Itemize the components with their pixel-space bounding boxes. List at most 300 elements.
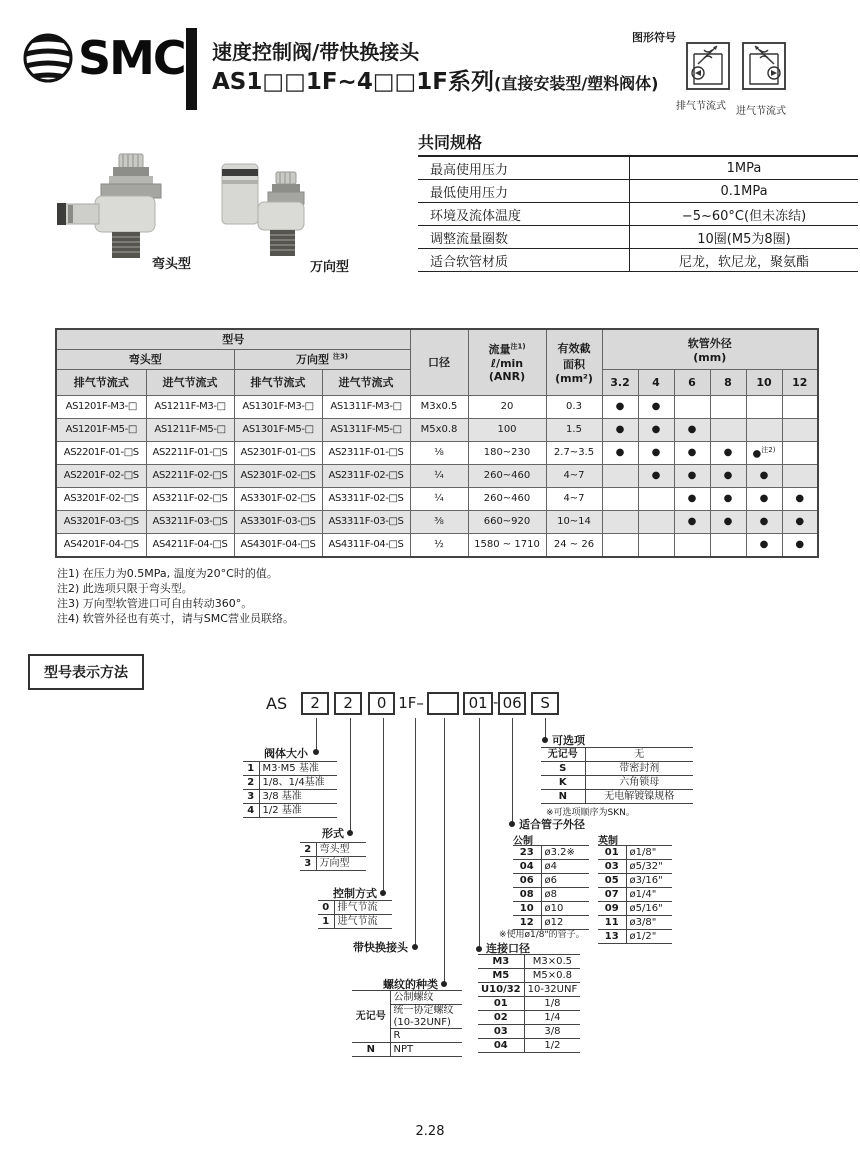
tube-empty-cell <box>674 395 710 418</box>
dot-note: 注2) <box>761 446 776 455</box>
model-number-cell: AS1211F-M3-□ <box>146 395 234 418</box>
value-cell: 带密封剂 <box>585 762 693 776</box>
code-cell: 10 <box>513 902 541 916</box>
bore-cell: ½ <box>410 533 468 557</box>
table-row <box>598 846 672 860</box>
tube-empty-cell <box>782 395 818 418</box>
model-number-cell: AS3201F-02-□S <box>56 487 146 510</box>
note-line: 注4) 软管外径也有英寸，请与SMC营业员联络。 <box>57 612 294 625</box>
code-cell: 23 <box>513 846 541 860</box>
value-cell: 尼龙，软尼龙，聚氨酯 <box>630 249 859 272</box>
code-cell: 06 <box>513 874 541 888</box>
tube-empty-cell <box>602 510 638 533</box>
header-exhaust: 排气节流式 <box>234 369 322 395</box>
tube-dot-cell: ● <box>782 533 818 557</box>
leader-line <box>444 718 445 984</box>
value-cell: NPT <box>390 1043 462 1057</box>
tube-dot-cell: ● <box>638 418 674 441</box>
code-cell: 3 <box>300 857 316 871</box>
model-number-cell: AS4201F-04-□S <box>56 533 146 557</box>
header-area: 有效截 面积 (mm²) <box>546 329 602 395</box>
model-number-cell: AS4311F-04-□S <box>322 533 410 557</box>
bore-cell: M3x0.5 <box>410 395 468 418</box>
tube-od-metric-table <box>513 845 589 930</box>
model-number-cell: AS2301F-02-□S <box>234 464 322 487</box>
value-cell: ø6 <box>541 874 589 888</box>
model-code <box>266 692 559 715</box>
value-cell: 1MPa <box>630 156 859 180</box>
header-tube-od: 软管外径 (mm) <box>602 329 818 369</box>
valve-size-table <box>243 761 337 818</box>
table-row <box>243 776 337 790</box>
tube-dot-cell: ● <box>710 441 746 464</box>
tube-dot-cell: ● <box>674 510 710 533</box>
tube-empty-cell <box>746 395 782 418</box>
thread-type-table <box>352 990 462 1057</box>
area-cell: 4~7 <box>546 487 602 510</box>
model-number-cell: AS3211F-03-□S <box>146 510 234 533</box>
value-cell: ø5/16" <box>626 902 672 916</box>
tube-empty-cell <box>602 533 638 557</box>
leader-line <box>316 718 317 752</box>
table-row <box>318 901 392 915</box>
value-cell: ø12 <box>541 916 589 930</box>
value-cell: 1/8、1/4基准 <box>259 776 337 790</box>
table-row <box>598 874 672 888</box>
thread-type-label: 螺纹的种类 <box>383 978 438 991</box>
flow-cell: 660~920 <box>468 510 546 533</box>
tube-empty-cell <box>710 533 746 557</box>
model-number-cell: AS1301F-M3-□ <box>234 395 322 418</box>
tube-dot-cell: ●$^{注2)}$ <box>746 441 782 464</box>
code-cell: 01 <box>598 846 626 860</box>
header-universal: 万向型 $^{注3)}$ <box>234 349 410 369</box>
leader-dot <box>347 830 353 836</box>
table-row <box>598 916 672 930</box>
value-cell: 排气节流 <box>334 901 392 915</box>
table-row <box>478 1025 580 1039</box>
valve-size-label: 阀体大小 <box>264 747 308 760</box>
value-cell: −5~60°C(但未冻结) <box>630 203 859 226</box>
smc-logo-mark <box>22 32 74 84</box>
value-cell: 六角锁母 <box>585 776 693 790</box>
options-table <box>541 747 693 804</box>
tube-od-inch-table <box>598 845 672 944</box>
header-size: 8 <box>710 369 746 395</box>
table-row <box>513 888 589 902</box>
tube-dot-cell: ● <box>746 464 782 487</box>
bore-cell: ⅜ <box>410 510 468 533</box>
tube-dot-cell: ● <box>602 418 638 441</box>
note-line: 注1) 在压力为0.5MPa, 温度为20°C时的值。 <box>57 567 278 580</box>
code-cell: 03 <box>478 1025 524 1039</box>
code-box-tube: 06 <box>498 692 526 715</box>
intake-throttle-symbol-icon <box>740 40 788 94</box>
model-number-cell: AS1311F-M3-□ <box>322 395 410 418</box>
value-cell: 1/2 <box>524 1039 580 1053</box>
bore-cell: ¼ <box>410 464 468 487</box>
model-table-row <box>56 464 818 487</box>
tube-dot-cell: ● <box>602 441 638 464</box>
area-cell: 4~7 <box>546 464 602 487</box>
model-number-cell: AS3201F-03-□S <box>56 510 146 533</box>
value-cell: 0.1MPa <box>630 180 859 203</box>
bore-cell: M5x0.8 <box>410 418 468 441</box>
code-cell: 0 <box>318 901 334 915</box>
table-row <box>541 748 693 762</box>
table-row <box>418 156 858 180</box>
code-cell: N <box>541 790 585 804</box>
code-cell: 无记号 <box>541 748 585 762</box>
model-number-cell: AS1201F-M3-□ <box>56 395 146 418</box>
tube-dot-cell: ● <box>710 464 746 487</box>
value-cell: ø1/2" <box>626 930 672 944</box>
model-number-cell: AS4301F-04-□S <box>234 533 322 557</box>
header-bore: 口径 <box>410 329 468 395</box>
model-number-cell: AS3211F-02-□S <box>146 487 234 510</box>
header-size: 10 <box>746 369 782 395</box>
universal-note-ref: 注3) <box>332 352 348 361</box>
header-size: 12 <box>782 369 818 395</box>
code-box-thread <box>427 692 459 715</box>
area-cell: 0.3 <box>546 395 602 418</box>
table-row <box>513 902 589 916</box>
value-cell: 1/8 <box>524 997 580 1011</box>
value-cell: 3/8 基准 <box>259 790 337 804</box>
code-cell: 01 <box>478 997 524 1011</box>
tube-empty-cell <box>710 395 746 418</box>
port-size-label: 连接口径 <box>486 942 530 955</box>
table-row <box>541 762 693 776</box>
value-cell: 万向型 <box>316 857 366 871</box>
tube-empty-cell <box>638 487 674 510</box>
table-row <box>513 860 589 874</box>
leader-dot <box>412 944 418 950</box>
code-cell: M3 <box>478 955 524 969</box>
value-cell: 进气节流 <box>334 915 392 929</box>
common-specs-body <box>418 156 858 272</box>
code-cell: 环境及流体温度 <box>418 203 630 226</box>
value-cell: M5×0.8 <box>524 969 580 983</box>
exhaust-throttle-symbol-icon <box>684 40 732 94</box>
smc-logo <box>22 32 185 84</box>
model-table <box>55 328 819 558</box>
code-cell: 调整流量圈数 <box>418 226 630 249</box>
series-subtitle: (直接安装型/塑料阀体) <box>494 74 659 93</box>
leader-line <box>383 718 384 893</box>
code-cell: 无记号 <box>352 991 390 1043</box>
tube-dot-cell: ● <box>602 395 638 418</box>
metric-label: 公制 <box>513 836 533 847</box>
table-row <box>478 1011 580 1025</box>
table-row <box>352 991 462 1005</box>
leader-dot <box>509 821 515 827</box>
value-cell: 10-32UNF <box>524 983 580 997</box>
table-row <box>513 874 589 888</box>
tube-dot-cell: ● <box>674 441 710 464</box>
table-row <box>418 180 858 203</box>
code-cell: N <box>352 1043 390 1057</box>
tube-empty-cell <box>710 418 746 441</box>
table-row <box>598 888 672 902</box>
tube-dot-cell: ● <box>638 441 674 464</box>
value-cell: M3·M5 基准 <box>259 762 337 776</box>
area-cell: 2.7~3.5 <box>546 441 602 464</box>
model-number-cell: AS1301F-M5-□ <box>234 418 322 441</box>
flow-cell: 100 <box>468 418 546 441</box>
code-cell: 4 <box>243 804 259 818</box>
tube-dot-cell: ● <box>782 487 818 510</box>
control-table <box>318 900 392 929</box>
ordering-section-title: 型号表示方法 <box>28 654 144 690</box>
tube-empty-cell <box>602 464 638 487</box>
area-cell: 24 ~ 26 <box>546 533 602 557</box>
graphic-symbols-label: 图形符号 <box>632 31 676 44</box>
code-cell: 08 <box>513 888 541 902</box>
series-code: AS1□□1F~4□□1F系列 <box>212 69 494 95</box>
model-table-body <box>56 395 818 557</box>
leader-dot <box>313 749 319 755</box>
leader-dot <box>542 737 548 743</box>
code-cell: U10/32 <box>478 983 524 997</box>
model-number-cell: AS3301F-03-□S <box>234 510 322 533</box>
flow-cell: 180~230 <box>468 441 546 464</box>
header-intake: 进气节流式 <box>322 369 410 395</box>
value-cell: 公制螺纹 <box>390 991 462 1005</box>
table-row <box>598 902 672 916</box>
value-cell: ø3/8" <box>626 916 672 930</box>
leader-line <box>512 718 513 824</box>
exhaust-symbol-label: 排气节流式 <box>676 101 726 112</box>
value-cell: R <box>390 1029 462 1043</box>
universal-photo-label: 万向型 <box>310 260 350 275</box>
table-row <box>352 1043 462 1057</box>
value-cell: M3×0.5 <box>524 955 580 969</box>
value-cell: 1/4 <box>524 1011 580 1025</box>
leader-line <box>350 718 351 833</box>
table-row <box>418 249 858 272</box>
code-box-control: 0 <box>368 692 395 715</box>
leader-dot <box>476 946 482 952</box>
code-cell: S <box>541 762 585 776</box>
area-cell: 10~14 <box>546 510 602 533</box>
model-number-cell: AS2211F-01-□S <box>146 441 234 464</box>
tube-empty-cell <box>638 533 674 557</box>
product-photo-universal <box>210 160 315 268</box>
code-cell: 最低使用压力 <box>418 180 630 203</box>
model-table-row <box>56 395 818 418</box>
model-number-cell: AS3311F-02-□S <box>322 487 410 510</box>
table-row <box>598 930 672 944</box>
flow-cell: 1580 ~ 1710 <box>468 533 546 557</box>
flow-note-ref: 注1) <box>510 342 526 351</box>
header-size: 4 <box>638 369 674 395</box>
code-cell: 05 <box>598 874 626 888</box>
header-size: 6 <box>674 369 710 395</box>
table-row <box>478 1039 580 1053</box>
flow-cell: 260~460 <box>468 487 546 510</box>
flow-cell: 20 <box>468 395 546 418</box>
table-row <box>418 203 858 226</box>
value-cell: ø5/32" <box>626 860 672 874</box>
code-prefix: AS <box>266 694 288 713</box>
tube-dot-cell: ● <box>782 510 818 533</box>
model-number-cell: AS1211F-M5-□ <box>146 418 234 441</box>
value-cell: 10圈(M5为8圈) <box>630 226 859 249</box>
intake-symbol-label: 进气节流式 <box>736 106 786 117</box>
code-cell: 07 <box>598 888 626 902</box>
notes <box>57 566 294 626</box>
code-cell: 04 <box>478 1039 524 1053</box>
table-row <box>478 983 580 997</box>
model-number-cell: AS2211F-02-□S <box>146 464 234 487</box>
model-table-row <box>56 487 818 510</box>
table-row <box>300 843 366 857</box>
tube-dot-cell: ● <box>674 418 710 441</box>
note-line: 注2) 此选项只限于弯头型。 <box>57 582 193 595</box>
tube-od-label: 适合管子外径 <box>519 818 585 831</box>
tube-dot-cell: ● <box>674 464 710 487</box>
model-table-row <box>56 533 818 557</box>
model-number-cell: AS2301F-01-□S <box>234 441 322 464</box>
value-cell: ø1/4" <box>626 888 672 902</box>
table-row <box>513 846 589 860</box>
title-divider-bar <box>186 28 197 110</box>
logo-text: SMC <box>78 31 185 85</box>
code-cell: 2 <box>300 843 316 857</box>
code-cell: 02 <box>478 1011 524 1025</box>
value-cell: ø1/8" <box>626 846 672 860</box>
code-cell: 适合软管材质 <box>418 249 630 272</box>
code-cell: 最高使用压力 <box>418 156 630 180</box>
code-cell: K <box>541 776 585 790</box>
metric-note: ※使用ø1/8"的管子。 <box>499 930 585 940</box>
header-exhaust: 排气节流式 <box>56 369 146 395</box>
tube-dot-cell: ● <box>710 487 746 510</box>
common-specs-table <box>418 155 858 272</box>
code-cell: 03 <box>598 860 626 874</box>
model-table-row <box>56 510 818 533</box>
code-box-valve-size: 2 <box>301 692 329 715</box>
table-row <box>318 915 392 929</box>
quick-fitting-label: 带快换接头 <box>353 941 408 954</box>
table-row <box>300 857 366 871</box>
value-cell: ø3/16" <box>626 874 672 888</box>
tube-dot-cell: ● <box>746 510 782 533</box>
inch-label: 英制 <box>598 836 618 847</box>
table-row <box>598 860 672 874</box>
tube-empty-cell <box>782 418 818 441</box>
tube-empty-cell <box>602 487 638 510</box>
flow-cell: 260~460 <box>468 464 546 487</box>
code-cell: 3 <box>243 790 259 804</box>
code-cell: M5 <box>478 969 524 983</box>
model-table-row <box>56 418 818 441</box>
table-row <box>243 762 337 776</box>
model-number-cell: AS4211F-04-□S <box>146 533 234 557</box>
code-cell: 04 <box>513 860 541 874</box>
thread-type-body <box>352 991 462 1057</box>
tube-dot-cell: ● <box>674 487 710 510</box>
table-row <box>478 997 580 1011</box>
code-cell: 1 <box>243 762 259 776</box>
table-row <box>478 955 580 969</box>
page-number: 2.28 <box>415 1124 445 1139</box>
leader-line <box>415 718 416 947</box>
code-dash: - <box>493 695 499 711</box>
code-cell: 11 <box>598 916 626 930</box>
header-intake: 进气节流式 <box>146 369 234 395</box>
table-row <box>243 790 337 804</box>
note-line: 注3) 万向型软管进口可自由转动360°。 <box>57 597 253 610</box>
model-number-cell: AS1201F-M5-□ <box>56 418 146 441</box>
table-row <box>478 969 580 983</box>
value-cell: 3/8 <box>524 1025 580 1039</box>
model-number-cell: AS3311F-03-□S <box>322 510 410 533</box>
tube-dot-cell: ● <box>638 395 674 418</box>
common-specs-title: 共同规格 <box>418 133 483 152</box>
style-table <box>300 842 366 871</box>
tube-empty-cell <box>782 441 818 464</box>
tube-empty-cell <box>746 418 782 441</box>
model-table-row <box>56 441 818 464</box>
model-number-cell: AS2201F-02-□S <box>56 464 146 487</box>
code-cell: 1 <box>318 915 334 929</box>
tube-empty-cell <box>674 533 710 557</box>
bore-cell: ⅛ <box>410 441 468 464</box>
table-row <box>418 226 858 249</box>
control-label: 控制方式 <box>333 887 377 900</box>
tube-empty-cell <box>638 510 674 533</box>
header-elbow: 弯头型 <box>56 349 234 369</box>
header-model: 型号 <box>56 329 410 349</box>
options-label: 可选项 <box>552 734 585 747</box>
bore-cell: ¼ <box>410 487 468 510</box>
model-number-cell: AS2201F-01-□S <box>56 441 146 464</box>
table-row <box>541 790 693 804</box>
area-cell: 1.5 <box>546 418 602 441</box>
model-number-cell: AS1311F-M5-□ <box>322 418 410 441</box>
port-size-table <box>478 954 580 1053</box>
style-label: 形式 <box>322 827 344 840</box>
tube-empty-cell <box>782 464 818 487</box>
leader-line <box>479 718 480 949</box>
code-box-option: S <box>531 692 559 715</box>
code-cell: 2 <box>243 776 259 790</box>
tube-dot-cell: ● <box>746 533 782 557</box>
code-box-port: 01 <box>463 692 493 715</box>
code-fitting: 1F– <box>398 694 424 712</box>
value-cell: 弯头型 <box>316 843 366 857</box>
product-photo-elbow <box>55 152 190 264</box>
code-cell: 09 <box>598 902 626 916</box>
elbow-photo-label: 弯头型 <box>152 257 192 272</box>
value-cell: ø4 <box>541 860 589 874</box>
tube-dot-cell: ● <box>710 510 746 533</box>
leader-dot <box>441 981 447 987</box>
code-cell: 13 <box>598 930 626 944</box>
table-row <box>541 776 693 790</box>
model-number-cell: AS2311F-02-□S <box>322 464 410 487</box>
header-flow: 流量$^{注1)}$ ℓ/min (ANR) <box>468 329 546 395</box>
options-note: ※可选项顺序为SKN。 <box>546 808 635 818</box>
model-number-cell: AS2311F-01-□S <box>322 441 410 464</box>
value-cell: 统一协定螺纹 (10-32UNF) <box>390 1005 462 1029</box>
code-cell: 12 <box>513 916 541 930</box>
code-box-style: 2 <box>334 692 362 715</box>
value-cell: ø3.2※ <box>541 846 589 860</box>
model-number-cell: AS3301F-02-□S <box>234 487 322 510</box>
